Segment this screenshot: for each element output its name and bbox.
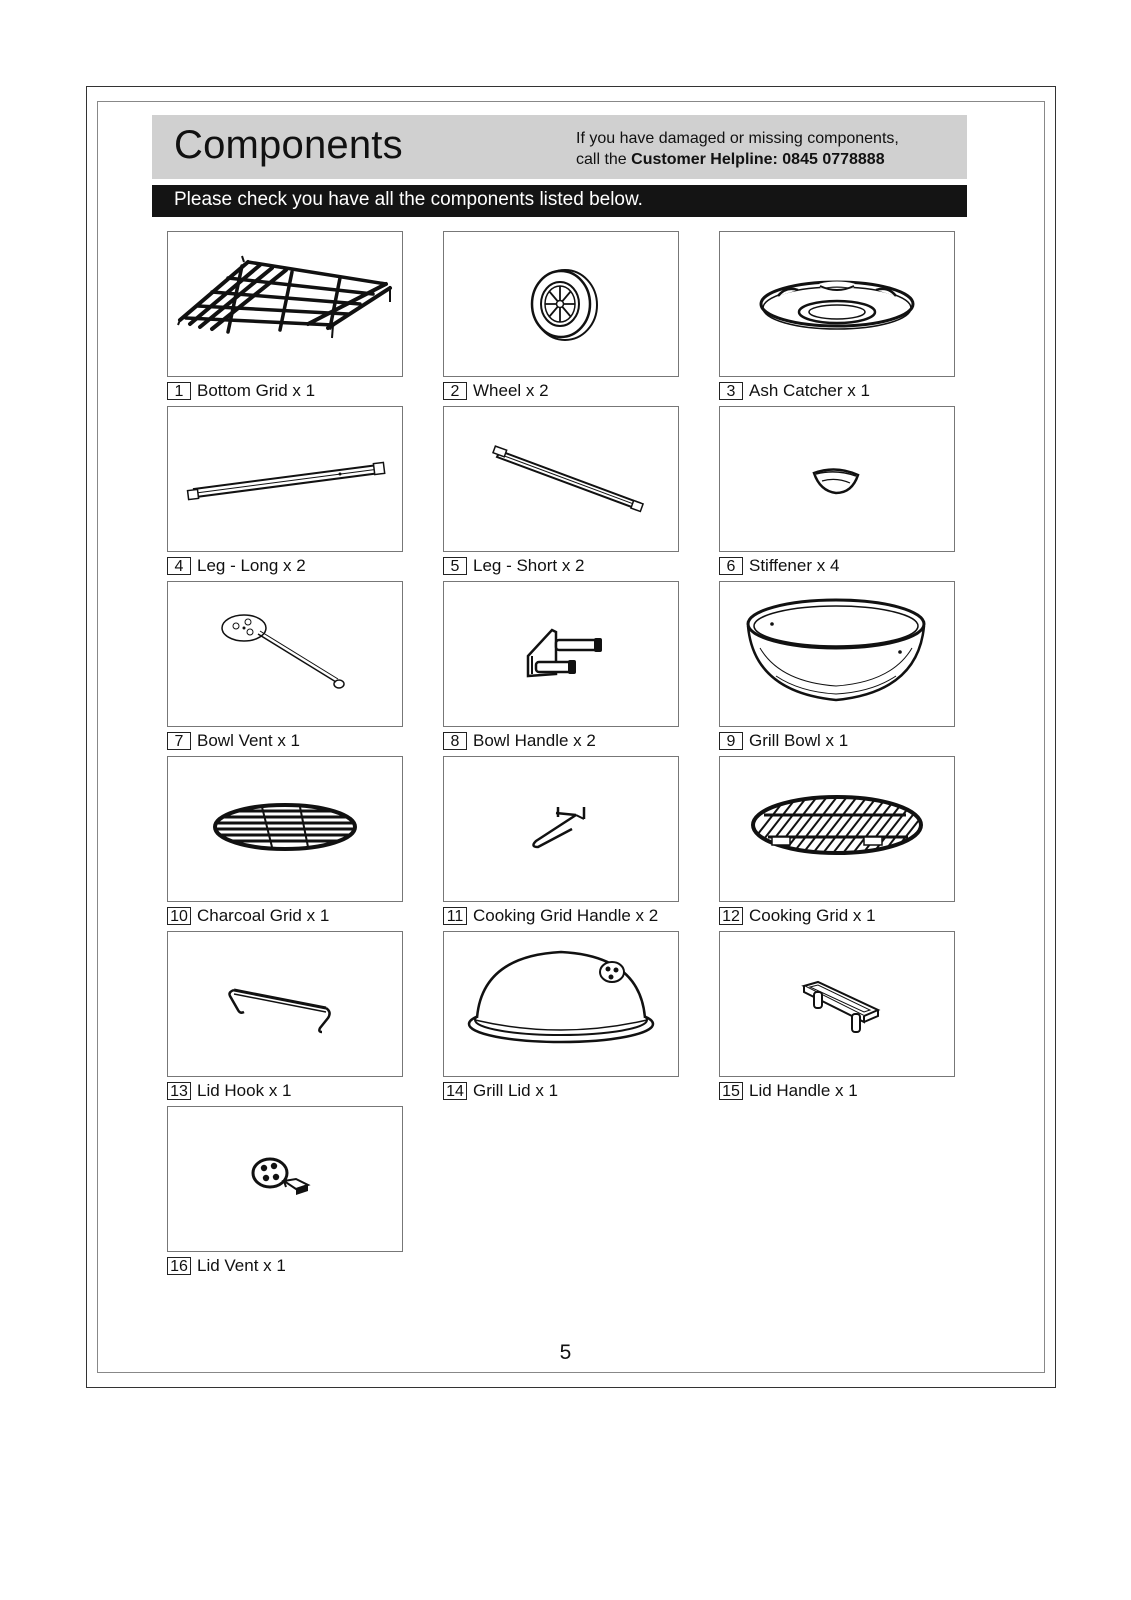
helpline-line-1: If you have damaged or missing components,: [576, 130, 899, 147]
check-banner: [152, 185, 967, 217]
component-number: 9: [719, 732, 743, 750]
component-label: Charcoal Grid x 1: [197, 906, 330, 925]
component-number: 14: [443, 1082, 467, 1100]
component-label: Bottom Grid x 1: [197, 381, 316, 400]
component-number: 15: [719, 1082, 743, 1100]
component-picture: [167, 756, 403, 902]
component-caption: [719, 731, 848, 751]
component-picture: [719, 931, 955, 1077]
leg-long-icon: [168, 407, 402, 551]
cooking-grid-icon: [720, 757, 954, 901]
component-picture: [443, 581, 679, 727]
stiffener-icon: [720, 407, 954, 551]
lid-vent-icon: [168, 1107, 402, 1251]
page-title: Components: [174, 123, 403, 167]
component-picture: [719, 231, 955, 377]
component-caption: [167, 906, 329, 926]
component-number: 8: [443, 732, 467, 750]
component-caption: [443, 731, 596, 751]
component-label: Leg - Short x 2: [473, 556, 585, 575]
component-picture: [719, 756, 955, 902]
grill-bowl-icon: [720, 582, 954, 726]
component-label: Wheel x 2: [473, 381, 549, 400]
component-item: [719, 231, 955, 406]
component-item: [719, 931, 955, 1106]
component-number: 13: [167, 1082, 191, 1100]
component-item: [719, 756, 955, 931]
ash-catcher-icon: [720, 232, 954, 376]
component-picture: [719, 406, 955, 552]
components-header: [152, 115, 967, 179]
component-number: 6: [719, 557, 743, 575]
component-label: Grill Bowl x 1: [749, 731, 849, 750]
grill-lid-icon: [444, 932, 678, 1076]
component-caption: [719, 381, 870, 401]
component-item: [167, 231, 403, 406]
component-number: 5: [443, 557, 467, 575]
leg-short-icon: [444, 407, 678, 551]
component-caption: [443, 381, 549, 401]
component-caption: [443, 1081, 558, 1101]
component-label: Leg - Long x 2: [197, 556, 306, 575]
helpline-number: Customer Helpline: 0845 0778888: [631, 151, 885, 168]
component-number: 11: [443, 907, 467, 925]
bowl-handle-icon: [444, 582, 678, 726]
component-item: [443, 931, 679, 1106]
component-item: [719, 406, 955, 581]
check-banner-text: Please check you have all the components listed below.: [174, 189, 643, 210]
component-picture: [167, 931, 403, 1077]
wheel-icon: [444, 232, 678, 376]
component-caption: [719, 906, 876, 926]
component-item: [443, 231, 679, 406]
component-item: [167, 406, 403, 581]
components-grid: [167, 231, 955, 1281]
lid-handle-icon: [720, 932, 954, 1076]
component-item: [167, 1106, 403, 1281]
component-label: Grill Lid x 1: [473, 1081, 559, 1100]
component-picture: [443, 231, 679, 377]
helpline-notice: [576, 128, 899, 170]
component-label: Stiffener x 4: [749, 556, 840, 575]
component-picture: [443, 931, 679, 1077]
component-picture: [167, 406, 403, 552]
component-number: 4: [167, 557, 191, 575]
component-picture: [443, 406, 679, 552]
component-item: [443, 756, 679, 931]
component-caption: [167, 381, 315, 401]
component-number: 12: [719, 907, 743, 925]
component-picture: [443, 756, 679, 902]
component-caption: [719, 1081, 858, 1101]
bottom-grid-icon: [168, 232, 402, 376]
component-item: [167, 931, 403, 1106]
component-item: [167, 756, 403, 931]
component-caption: [167, 731, 300, 751]
component-item: [719, 581, 955, 756]
component-picture: [167, 581, 403, 727]
component-caption: [443, 556, 585, 576]
bowl-vent-icon: [168, 582, 402, 726]
component-number: 1: [167, 382, 191, 400]
component-caption: [167, 1256, 286, 1276]
component-label: Lid Handle x 1: [749, 1081, 858, 1100]
component-caption: [167, 556, 306, 576]
component-number: 2: [443, 382, 467, 400]
component-label: Cooking Grid x 1: [749, 906, 876, 925]
component-label: Ash Catcher x 1: [749, 381, 870, 400]
component-item: [167, 581, 403, 756]
component-picture: [719, 581, 955, 727]
page-number: 5: [559, 1341, 572, 1364]
helpline-line-2: [576, 149, 899, 170]
component-label: Cooking Grid Handle x 2: [473, 906, 659, 925]
component-number: 3: [719, 382, 743, 400]
component-label: Lid Vent x 1: [197, 1256, 286, 1275]
component-item: [443, 406, 679, 581]
component-number: 10: [167, 907, 191, 925]
component-label: Lid Hook x 1: [197, 1081, 292, 1100]
component-number: 16: [167, 1257, 191, 1275]
component-item: [443, 581, 679, 756]
helpline-prefix: call the: [576, 151, 632, 168]
component-label: Bowl Handle x 2: [473, 731, 596, 750]
component-caption: [719, 556, 839, 576]
component-caption: [443, 906, 658, 926]
component-picture: [167, 231, 403, 377]
component-label: Bowl Vent x 1: [197, 731, 301, 750]
component-caption: [167, 1081, 292, 1101]
component-number: 7: [167, 732, 191, 750]
lid-hook-icon: [168, 932, 402, 1076]
cooking-grid-handle-icon: [444, 757, 678, 901]
charcoal-grid-icon: [168, 757, 402, 901]
component-picture: [167, 1106, 403, 1252]
